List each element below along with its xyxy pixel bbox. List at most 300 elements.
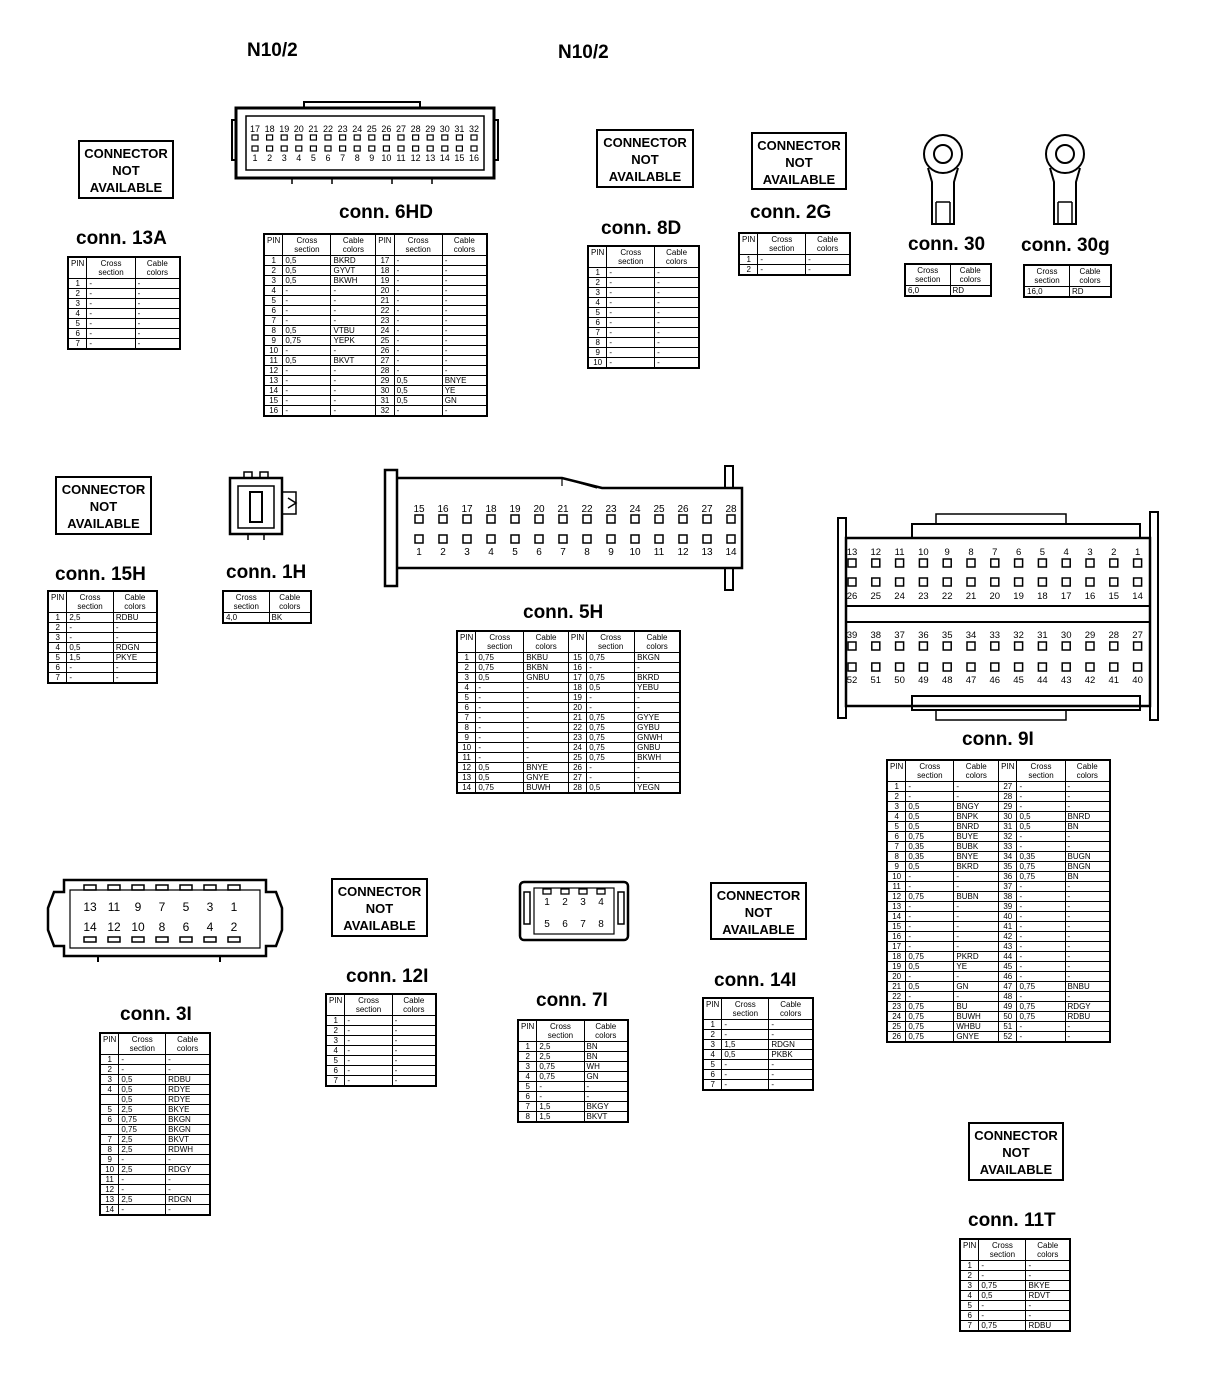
cross-section-cell: - (1017, 782, 1065, 792)
header-pin: PIN (518, 1020, 537, 1042)
connector-1h-drawing (226, 470, 310, 542)
pin-socket (919, 559, 927, 567)
cross-section-cell: 0,5 (119, 1095, 166, 1105)
pin-cell: 9 (264, 336, 283, 346)
header-cable-colors: Cable colors (950, 264, 991, 286)
cross-section-cell: - (394, 276, 442, 286)
pin-table-9i (886, 759, 1111, 1043)
pin-socket (583, 535, 591, 543)
table-row (100, 1205, 210, 1216)
na-line: NOT (744, 905, 773, 920)
na-line: CONNECTOR (974, 1128, 1058, 1143)
pin-cell: 9 (100, 1155, 119, 1165)
pin-cell: 1 (326, 1016, 345, 1026)
pin-cell: 22 (376, 306, 394, 316)
pin-socket (607, 515, 615, 523)
pin-number-label: 14 (1132, 591, 1143, 602)
pin-number-label: 3 (281, 153, 287, 163)
pin-cell: 21 (568, 713, 586, 723)
table-row (48, 613, 157, 623)
table-row (100, 1065, 210, 1075)
table-row (100, 1125, 210, 1135)
table-row (887, 982, 1110, 992)
table-row (48, 643, 157, 653)
pin-number-label: 6 (562, 919, 568, 930)
pin-socket (84, 937, 96, 942)
table-row (457, 693, 680, 703)
pin-cell: 1 (739, 255, 758, 265)
pin-number-label: 22 (322, 124, 334, 134)
cross-section-cell: - (119, 1175, 166, 1185)
pin-number-label: 9 (944, 547, 950, 558)
pin-table-12i (325, 993, 437, 1087)
pin-table-14i (702, 997, 814, 1091)
cable-color-cell: - (655, 298, 699, 308)
cross-section-cell: - (119, 1065, 166, 1075)
cross-section-cell: 0,5 (67, 643, 113, 653)
title-conn-3i: conn. 3I (120, 1004, 192, 1025)
pin-number-label: 8 (158, 920, 166, 934)
pin-socket (872, 578, 880, 586)
pin-socket (535, 515, 543, 523)
pin-cell: 12 (457, 763, 476, 773)
cable-color-cell: - (331, 346, 376, 356)
pin-number-label: 15 (454, 153, 465, 163)
pin-socket (943, 559, 951, 567)
header-cross-section: Cross section (905, 264, 950, 286)
pin-cell: 7 (100, 1135, 119, 1145)
pin-number-label: 1 (230, 900, 238, 914)
connector-not-available-15h (55, 476, 152, 535)
pin-socket (415, 515, 423, 523)
pin-cell: 1 (457, 653, 476, 663)
na-line: NOT (365, 901, 394, 916)
cross-section-cell: - (283, 396, 331, 406)
table-row (887, 972, 1110, 982)
pin-cell: 6 (518, 1092, 537, 1102)
pin-socket (727, 535, 735, 543)
title-conn-5h: conn. 5H (523, 602, 604, 623)
pin-number-label: 3 (580, 897, 586, 908)
cross-section-cell: - (607, 318, 655, 328)
cable-color-cell: - (1065, 912, 1110, 922)
connector-9i-drawing (836, 510, 1160, 722)
cross-section-cell: - (345, 1076, 392, 1087)
cross-section-cell: 2,5 (537, 1042, 584, 1052)
table-row (100, 1165, 210, 1175)
pin-number-label: 7 (560, 547, 566, 558)
cable-color-cell: - (1026, 1301, 1070, 1311)
cross-section-cell: 0,75 (587, 713, 635, 723)
table-row (887, 802, 1110, 812)
table-row (887, 882, 1110, 892)
cross-section-cell: 0,5 (906, 862, 954, 872)
pin-socket (463, 535, 471, 543)
pin-cell: 1 (960, 1261, 979, 1271)
pin-number-label: 17 (1060, 591, 1072, 602)
pin-socket (559, 535, 567, 543)
pin-table-3i (99, 1032, 211, 1216)
pin-cell: 24 (887, 1012, 906, 1022)
table-row (588, 308, 699, 318)
cross-section-cell: - (345, 1066, 392, 1076)
pin-cell: 4 (703, 1050, 722, 1060)
cross-section-cell: 0,5 (283, 256, 331, 266)
table-row (100, 1195, 210, 1205)
cross-section-cell: - (345, 1036, 392, 1046)
cross-section-cell: - (587, 703, 635, 713)
pin-cell: 43 (999, 942, 1017, 952)
pin-cell: 28 (568, 783, 586, 794)
cross-section-cell: - (607, 288, 655, 298)
pin-socket (511, 515, 519, 523)
pin-cell: 7 (68, 339, 87, 350)
pin-cell: 7 (326, 1076, 345, 1087)
pin-number-label: 5 (1039, 547, 1046, 558)
cross-section-cell: - (283, 286, 331, 296)
pin-cell: 32 (999, 832, 1017, 842)
pin-number-label: 29 (425, 124, 436, 134)
cable-color-cell: BN (1065, 822, 1110, 832)
header-cross-section: Cross section (67, 591, 113, 613)
pin-cell: 15 (264, 396, 283, 406)
cable-color-cell: RD (1070, 287, 1112, 298)
table-row (264, 376, 487, 386)
cross-section-cell: - (87, 309, 135, 319)
pin-cell: 23 (376, 316, 394, 326)
pin-number-label: 4 (1063, 547, 1069, 558)
na-line: AVAILABLE (979, 1162, 1053, 1177)
pin-cell: 31 (999, 822, 1017, 832)
connector-not-available-2g (751, 132, 847, 190)
pin-number-label: 19 (1013, 591, 1024, 602)
cable-color-cell: - (392, 1056, 436, 1066)
header-pin: PIN (264, 234, 283, 256)
pin-cell: 10 (588, 358, 607, 369)
pin-cell: 14 (887, 912, 906, 922)
pin-number-label: 8 (968, 547, 974, 558)
pin-number-label: 15 (413, 504, 425, 515)
cross-section-cell: - (67, 623, 113, 633)
pin-socket (132, 937, 144, 942)
table-row (887, 922, 1110, 932)
na-line: CONNECTOR (84, 146, 168, 161)
cross-section-cell: 1,5 (67, 653, 113, 663)
cross-section-cell: - (537, 1082, 584, 1092)
pin-socket (398, 146, 404, 151)
pin-number-label: 7 (580, 919, 586, 930)
cross-section-cell: - (979, 1271, 1026, 1281)
pin-cell: 5 (588, 308, 607, 318)
pin-number-label: 24 (629, 504, 641, 515)
cross-section-cell: - (587, 763, 635, 773)
pin-socket (296, 135, 302, 140)
pin-number-label: 23 (605, 504, 617, 515)
pin-socket (631, 515, 639, 523)
table-row (457, 673, 680, 683)
cable-color-cell: - (1065, 892, 1110, 902)
table-row (326, 1026, 436, 1036)
pin-socket (991, 578, 999, 586)
cross-section-cell: - (1017, 952, 1065, 962)
pin-number-label: 36 (918, 630, 929, 641)
cross-section-cell: 0,75 (1017, 1002, 1065, 1012)
pin-cell: 3 (887, 802, 906, 812)
pin-number-label: 17 (249, 124, 261, 134)
pin-cell: 12 (887, 892, 906, 902)
table-row (457, 763, 680, 773)
pin-socket (296, 146, 302, 151)
cable-color-cell: GNYE (954, 1032, 999, 1043)
pin-cell: 21 (887, 982, 906, 992)
table-row (887, 832, 1110, 842)
table-header-row (326, 994, 436, 1016)
cross-section-cell: - (476, 723, 524, 733)
table-row (264, 266, 487, 276)
cross-section-cell: - (394, 346, 442, 356)
cable-color-cell: - (655, 278, 699, 288)
cross-section-cell: - (1017, 972, 1065, 982)
pin-socket (439, 515, 447, 523)
pin-number-label: 4 (598, 897, 604, 908)
pin-cell: 8 (518, 1112, 537, 1123)
pin-cell: 19 (887, 962, 906, 972)
table-row (703, 1040, 813, 1050)
cable-color-cell: RDBU (113, 613, 157, 623)
pin-number-label: 2 (1111, 547, 1117, 558)
pin-number-label: 9 (134, 900, 142, 914)
cross-section-cell: - (1017, 902, 1065, 912)
header-pin: PIN (999, 760, 1017, 782)
cross-section-cell: - (607, 268, 655, 278)
cable-color-cell: - (113, 633, 157, 643)
cable-color-cell: - (1065, 842, 1110, 852)
pin-cell: 3 (100, 1075, 119, 1085)
table-row (264, 316, 487, 326)
cable-color-cell: - (1065, 1032, 1110, 1043)
pin-cell: 6 (264, 306, 283, 316)
cable-color-cell: - (524, 723, 569, 733)
table-row (457, 703, 680, 713)
pin-cell: 23 (887, 1002, 906, 1012)
pin-number-label: 21 (308, 124, 319, 134)
pin-socket (156, 885, 168, 890)
table-row (588, 278, 699, 288)
cable-color-cell: - (113, 663, 157, 673)
cross-section-cell: - (119, 1055, 166, 1065)
cross-section-cell: 0,35 (906, 842, 954, 852)
cable-color-cell: BKGY (584, 1102, 628, 1112)
table-row (326, 1046, 436, 1056)
cross-section-cell: - (1017, 932, 1065, 942)
pin-cell: 8 (264, 326, 283, 336)
pin-number-label: 1 (252, 153, 258, 163)
pin-number-label: 12 (107, 920, 121, 934)
pin-socket (848, 663, 856, 671)
table-row (264, 256, 487, 266)
pin-socket (471, 135, 477, 140)
table-row (960, 1281, 1070, 1291)
pin-socket (325, 146, 331, 151)
cable-color-cell: - (635, 763, 680, 773)
cross-section-cell: - (1017, 802, 1065, 812)
cross-section-cell: - (1017, 1032, 1065, 1043)
pin-cell: 7 (588, 328, 607, 338)
table-row (960, 1261, 1070, 1271)
pin-cell: 41 (999, 922, 1017, 932)
table-row (887, 852, 1110, 862)
table-row (457, 683, 680, 693)
table-row (887, 872, 1110, 882)
cross-section-cell: 0,75 (537, 1072, 584, 1082)
pin-cell: 39 (999, 902, 1017, 912)
pin-number-label: 52 (846, 675, 858, 686)
pin-number-label: 20 (989, 591, 1001, 602)
header-cross-section: Cross section (223, 591, 269, 613)
pin-number-label: 1 (416, 547, 422, 558)
cable-color-cell: - (135, 319, 180, 329)
header-cable-colors: Cable colors (135, 257, 180, 279)
pin-cell: 3 (960, 1281, 979, 1291)
pin-cell: 46 (999, 972, 1017, 982)
table-row (887, 892, 1110, 902)
header-cable-colors: Cable colors (769, 998, 813, 1020)
pin-cell: 4 (48, 643, 67, 653)
cross-section-cell: 0,75 (906, 892, 954, 902)
table-row (264, 336, 487, 346)
table-row (518, 1082, 628, 1092)
pin-cell: 44 (999, 952, 1017, 962)
cable-color-cell: BKWH (635, 753, 680, 763)
pin-cell: 6 (68, 329, 87, 339)
na-line: CONNECTOR (61, 482, 146, 497)
cross-section-cell: 0,5 (906, 812, 954, 822)
cross-section-cell: - (119, 1155, 166, 1165)
pin-cell (100, 1125, 119, 1135)
pin-cell: 11 (887, 882, 906, 892)
title-conn-13a: conn. 13A (76, 228, 167, 249)
pin-number-label: 4 (206, 920, 214, 934)
cable-color-cell: - (442, 336, 487, 346)
table-header-row (100, 1033, 210, 1055)
title-conn-9i: conn. 9I (962, 729, 1034, 750)
pin-number-label: 42 (1084, 675, 1096, 686)
cross-section-cell: 1,5 (537, 1112, 584, 1123)
table-row (960, 1291, 1070, 1301)
cross-section-cell: 0,75 (283, 336, 331, 346)
cable-color-cell: BNYE (524, 763, 569, 773)
pin-number-label: 20 (293, 124, 304, 134)
cable-color-cell: - (442, 276, 487, 286)
header-cable-colors: Cable colors (331, 234, 376, 256)
cross-section-cell: - (87, 299, 135, 309)
connector-not-available-8d (596, 129, 694, 188)
pin-cell: 5 (518, 1082, 537, 1092)
pin-socket (1086, 559, 1094, 567)
cable-color-cell: BKGN (166, 1115, 210, 1125)
cable-color-cell: RDYE (166, 1085, 210, 1095)
pin-socket (398, 135, 404, 140)
pin-number-label: 25 (366, 124, 377, 134)
pin-cell: 25 (887, 1022, 906, 1032)
cable-color-cell: - (524, 733, 569, 743)
cross-section-cell: - (87, 289, 135, 299)
table-row (588, 318, 699, 328)
cable-color-cell: - (524, 713, 569, 723)
pin-socket (310, 146, 316, 151)
pin-cell: 34 (999, 852, 1017, 862)
pin-cell: 38 (999, 892, 1017, 902)
cross-section-cell: 0,5 (906, 962, 954, 972)
table-row (264, 356, 487, 366)
pin-cell: 13 (887, 902, 906, 912)
pin-cell: 5 (960, 1301, 979, 1311)
table-row (1024, 287, 1111, 298)
table-row (703, 1070, 813, 1080)
cable-color-cell: - (392, 1016, 436, 1026)
cable-color-cell: - (524, 743, 569, 753)
cable-color-cell: BNBU (1065, 982, 1110, 992)
cross-section-cell: - (1017, 922, 1065, 932)
cable-color-cell: - (442, 356, 487, 366)
cross-section-cell: - (67, 663, 113, 673)
pin-cell: 1 (703, 1020, 722, 1030)
table-row (588, 328, 699, 338)
pin-cell: 7 (48, 673, 67, 684)
pin-number-label: 10 (918, 547, 929, 558)
cable-color-cell: PKBK (769, 1050, 813, 1060)
pin-cell: 20 (887, 972, 906, 982)
table-row (264, 396, 487, 406)
table-row (887, 952, 1110, 962)
table-row (68, 299, 180, 309)
pin-cell: 47 (999, 982, 1017, 992)
title-conn-2g: conn. 2G (750, 202, 832, 223)
pin-cell: 8 (887, 852, 906, 862)
na-line: AVAILABLE (67, 516, 140, 531)
table-row (326, 1036, 436, 1046)
table-row (960, 1321, 1070, 1332)
table-row (100, 1055, 210, 1065)
cable-color-cell: BUGN (1065, 852, 1110, 862)
cross-section-cell: 0,5 (587, 683, 635, 693)
table-row (887, 992, 1110, 1002)
pin-cell: 3 (264, 276, 283, 286)
cable-color-cell: - (135, 299, 180, 309)
cable-color-cell: YE (954, 962, 999, 972)
cable-color-cell: - (1065, 1022, 1110, 1032)
pin-number-label: 18 (485, 504, 497, 515)
pin-table-1h (222, 590, 312, 624)
cross-section-cell: - (394, 256, 442, 266)
pin-number-label: 15 (1108, 591, 1120, 602)
header-pin: PIN (326, 994, 345, 1016)
pin-cell: 3 (68, 299, 87, 309)
pin-number-label: 12 (410, 153, 421, 163)
table-row (588, 288, 699, 298)
pin-cell: 6 (48, 663, 67, 673)
pin-cell (100, 1095, 119, 1105)
pin-cell: 27 (999, 782, 1017, 792)
cable-color-cell: BKGN (166, 1125, 210, 1135)
pin-socket (156, 937, 168, 942)
connector-6hd-pins (250, 124, 479, 163)
cross-section-cell: - (476, 743, 524, 753)
table-row (518, 1052, 628, 1062)
pin-number-label: 2 (440, 547, 446, 558)
pin-cell: 13 (100, 1195, 119, 1205)
pin-socket (679, 535, 687, 543)
